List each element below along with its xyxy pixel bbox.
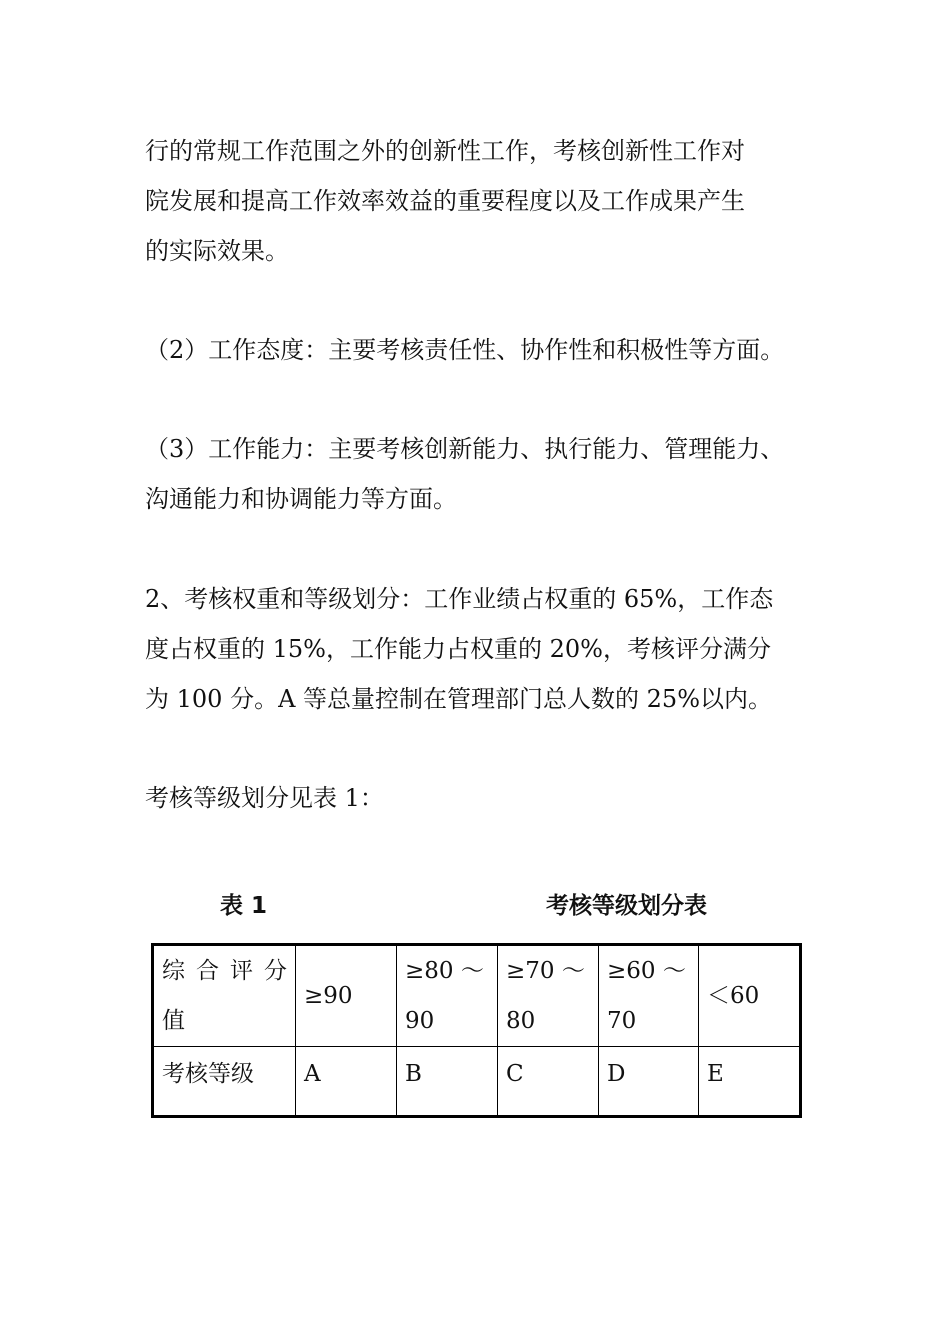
score-line: ≥90 [304,983,353,1009]
table-row-grade [153,1047,801,1117]
table-cell-grade: D [599,1047,699,1117]
table-cell-grade: B [397,1047,498,1117]
paragraph-work-ability [145,424,825,524]
header-label-line: 值 [162,1008,185,1034]
score-line: ＜60 [707,983,760,1009]
table-cell-score [296,945,397,1047]
header-label-line: 综 合 评 分 [162,958,287,984]
paragraph-weights [145,574,825,724]
score-line: 70 [607,1008,637,1034]
table-header-grade: 考核等级 [153,1047,296,1117]
table-header-score [153,945,296,1047]
text-line: 2、考核权重和等级划分：工作业绩占权重的 65%，工作态 [145,585,774,613]
text-line: 的实际效果。 [145,237,289,265]
text-line: （2）工作态度：主要考核责任性、协作性和积极性等方面。 [145,336,785,364]
text-line: 度占权重的 15%，工作能力占权重的 20%，考核评分满分 [145,635,771,663]
score-line: 80 [506,1008,536,1034]
table-row-score [153,945,801,1047]
text-line: 院发展和提高工作效率效益的重要程度以及工作成果产生 [145,187,745,215]
score-line: ≥60 ～ [607,958,686,984]
text-line: 沟通能力和协调能力等方面。 [145,485,457,513]
table-cell-score [397,945,498,1047]
grade-table [151,943,802,1118]
table-cell-grade: A [296,1047,397,1117]
table-cell-grade: C [498,1047,599,1117]
text-line: 考核等级划分见表 1： [145,784,384,812]
text-line: 为 100 分。A 等总量控制在管理部门总人数的 25%以内。 [145,685,772,713]
table-cell-score [498,945,599,1047]
table-cell-score [599,945,699,1047]
score-line: 90 [405,1008,435,1034]
table-caption-title: 考核等级划分表 [546,893,707,919]
table-caption-number: 表 1 [220,893,268,919]
table-cell-grade: E [699,1047,801,1117]
paragraph-work-attitude [145,325,825,375]
score-line: ≥70 ～ [506,958,585,984]
paragraph-innovation [145,126,825,276]
paragraph-table-reference [145,773,825,823]
table-cell-score [699,945,801,1047]
score-line: ≥80 ～ [405,958,484,984]
text-line: （3）工作能力：主要考核创新能力、执行能力、管理能力、 [145,435,785,463]
text-line: 行的常规工作范围之外的创新性工作，考核创新性工作对 [145,137,745,165]
